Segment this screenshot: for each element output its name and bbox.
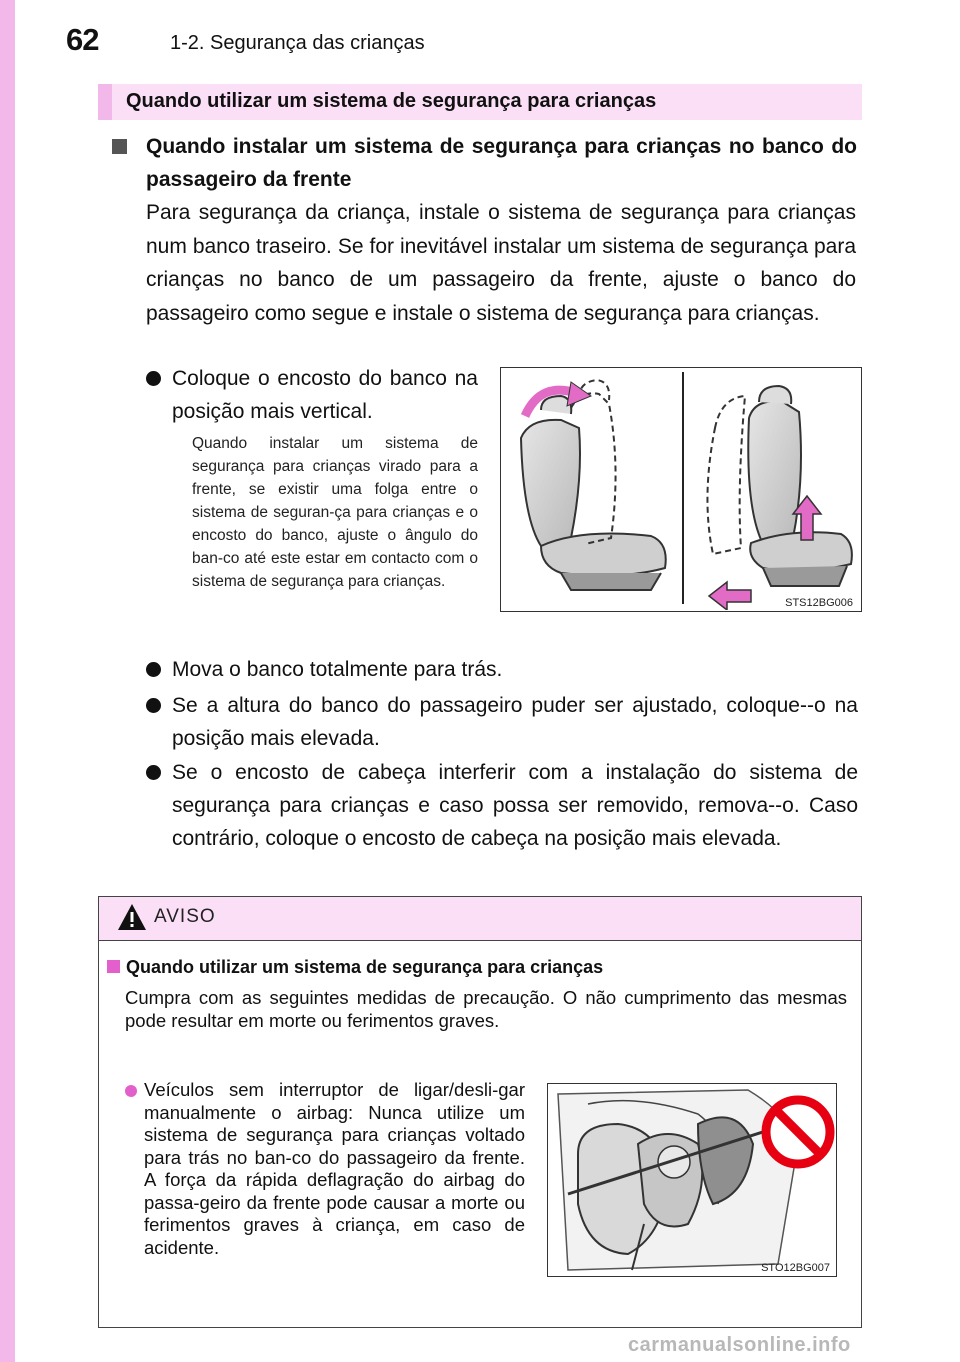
rear-facing-seat-illustration [548, 1084, 835, 1275]
seat-adjustment-figure [500, 367, 862, 612]
list-item-text: Coloque o encosto do banco na posição mais vertical. [172, 367, 478, 423]
heading-box [98, 84, 862, 120]
bullet-dot-icon [146, 371, 161, 386]
warning-header [99, 897, 861, 941]
warning-list-item [125, 1079, 525, 1259]
warning-heading [107, 957, 603, 978]
seat-adjustment-illustration [501, 368, 860, 610]
figure-code: STO12BG007 [761, 1262, 830, 1274]
list-item-text: Se o encosto de cabeça interferir com a instalação do sistema de segurança para crianças e caso possa ser removido, remova--o. Caso contrário, coloque o encosto de cabeça na posição mais elevada. [172, 761, 858, 850]
square-bullet-icon [112, 139, 127, 154]
warning-heading-text: Quando utilizar um sistema de segurança para crianças [126, 957, 604, 977]
bullet-dot-icon [146, 698, 161, 713]
square-bullet-icon [107, 960, 120, 973]
warning-paragraph: Cumpra com as seguintes medidas de precaução. O não cumprimento das mesmas pode resultar em morte ou ferimentos graves. [125, 987, 847, 1031]
warning-label: AVISO [154, 906, 216, 927]
list-item [146, 689, 858, 755]
list-item [146, 653, 858, 686]
warning-triangle-icon [117, 903, 147, 931]
bullet-dot-icon [146, 765, 161, 780]
sub-heading-text: Quando instalar um sistema de segurança para crianças no banco do passageiro da frente [146, 135, 857, 191]
warning-list-item-text: Veículos sem interruptor de ligar/desli-gar manualmente o airbag: Nunca utilize um sistema de segurança para crianças voltado para trás no ban-co do passageiro da frente. A força da rápida deflagração do airbag do passa-geiro da frente pode causar a morte ou ferimentos graves à criança, em caso de acidente. [144, 1079, 525, 1258]
sub-heading [112, 130, 857, 196]
figure-code: STS12BG006 [785, 597, 853, 609]
bullet-dot-icon [125, 1085, 137, 1097]
page-edge-tab [0, 0, 15, 1362]
page-number: 62 [66, 22, 99, 57]
list-item-text: Se a altura do banco do passageiro puder ser ajustado, coloque--o na posição mais elevada. [172, 694, 858, 750]
bullet-dot-icon [146, 662, 161, 677]
section-title: 1-2. Segurança das crianças [170, 32, 425, 54]
heading-title: Quando utilizar um sistema de segurança para crianças [126, 90, 657, 112]
warning-box [98, 896, 862, 1328]
note-text: Quando instalar um sistema de segurança para crianças virado para a frente, se existir uma folga entre o sistema de seguran-ça para crianças e o encosto do banco, ajuste o ângulo do ban-co até este estar em contacto com o sistema de segurança para crianças. [192, 435, 478, 590]
intro-paragraph: Para segurança da criança, instale o sistema de segurança para crianças num banco traseiro. Se for inevitável instalar um sistema de segurança para crianças no banco de um passageiro da frente, ajuste o banco do passageiro como segue e instale o sistema de segurança para crianças. [146, 201, 856, 325]
airbag-warning-figure [547, 1083, 837, 1277]
list-item [146, 756, 858, 855]
list-item [146, 362, 478, 428]
list-item-text: Mova o banco totalmente para trás. [172, 658, 503, 681]
watermark: carmanualsonline.info [628, 1334, 851, 1356]
